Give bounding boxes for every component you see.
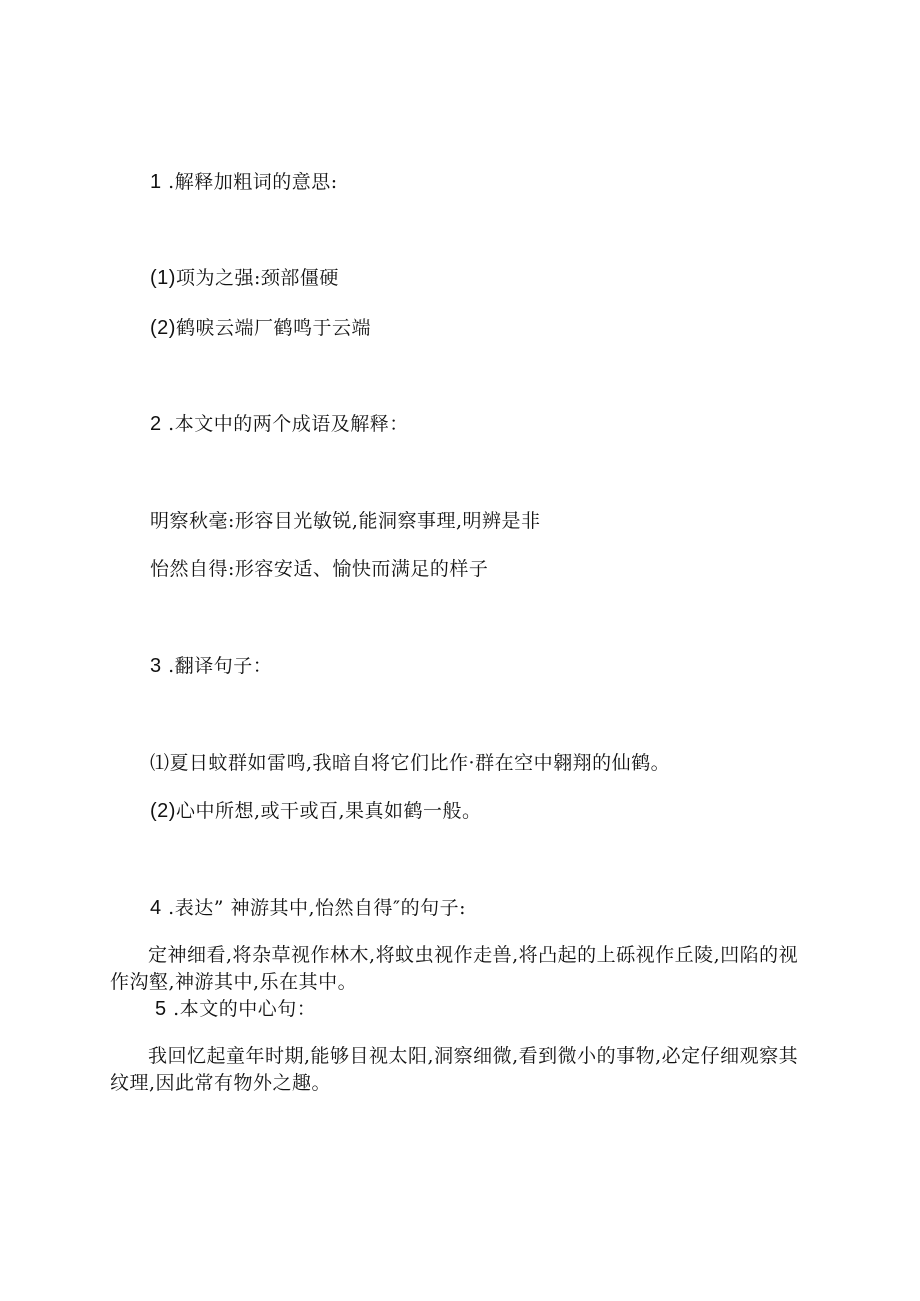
section-2-heading xyxy=(150,412,409,436)
item-marker: ⑴ xyxy=(150,752,170,774)
section-1-number: 1 xyxy=(150,171,162,193)
section-4-heading xyxy=(150,896,466,920)
section-5-heading xyxy=(155,997,316,1021)
section-2-title: .本文中的两个成语及解释： xyxy=(168,413,409,435)
item-text: 明察秋毫:形容目光敏锐,能洞察事理,明辨是非 xyxy=(150,510,541,532)
section-5-title: .本文的中心句： xyxy=(173,998,317,1020)
item-marker: (2) xyxy=(150,800,176,822)
section-3-title: .翻译句子： xyxy=(168,655,273,677)
section-3-item-1 xyxy=(150,751,670,775)
section-2-item-1 xyxy=(150,509,540,533)
section-2-number: 2 xyxy=(150,413,162,435)
item-text: 鹤唳云端厂鹤鸣于云端 xyxy=(175,317,371,339)
item-text: 夏日蚊群如雷鸣,我暗自将它们比作·群在空中翱翔的仙鹤。 xyxy=(169,752,671,774)
section-5-number: 5 xyxy=(155,998,167,1020)
item-text: 怡然自得:形容安适、愉快而满足的样子 xyxy=(150,558,489,580)
section-3-heading xyxy=(150,654,272,678)
section-1-title: .解释加粗词的意思: xyxy=(168,171,338,193)
section-3-number: 3 xyxy=(150,655,162,677)
section-4-title: .表达” 神游其中,怡然自得″的句子: xyxy=(168,897,467,919)
section-5-paragraph: 我回忆起童年时期,能够目视太阳,洞察细微,看到微小的事物,必定仔细观察其纹理,因此常有物外之趣。 xyxy=(110,1045,799,1094)
section-3-item-2 xyxy=(150,799,482,823)
section-2-item-2 xyxy=(150,557,488,581)
item-marker: (1) xyxy=(150,267,176,289)
item-text: 项为之强:颈部僵硬 xyxy=(175,267,339,289)
item-marker: (2) xyxy=(150,317,176,339)
section-1-item-2 xyxy=(150,316,371,340)
section-1-item-1 xyxy=(150,266,339,290)
section-1-heading xyxy=(150,170,338,194)
section-4-number: 4 xyxy=(150,897,162,919)
item-text: 心中所想,或干或百,果真如鹤一般。 xyxy=(175,800,482,822)
section-4-paragraph: 定神细看,将杂草视作林木,将蚊虫视作走兽,将凸起的上砾视作丘陵,凹陷的视作沟壑,神游其中,乐在其中。 xyxy=(110,944,799,993)
